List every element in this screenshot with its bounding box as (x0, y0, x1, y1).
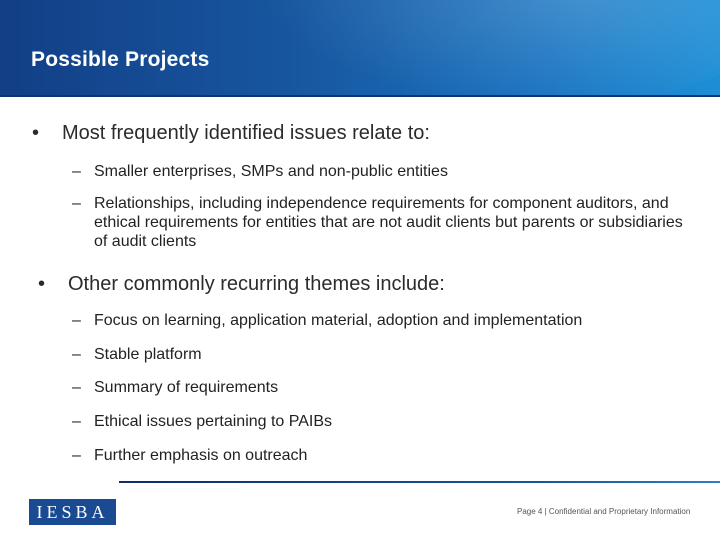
sub-bullet-item (72, 345, 694, 364)
sub-bullet-text: Relationships, including independence requirements for component auditors, and ethical requirements for entities that are not audit clients but parents or subsidiaries of audit clients (94, 195, 683, 250)
sub-bullet-text: Further emphasis on outreach (94, 447, 308, 464)
bullet-dot-icon: • (38, 273, 46, 295)
dash-icon: – (72, 379, 81, 396)
footer-page-info: Page 4 | Confidential and Proprietary Information (517, 507, 691, 516)
bullet-item (38, 272, 445, 296)
bullet-item (32, 121, 430, 145)
dash-icon: – (72, 163, 81, 180)
sub-bullet-text: Summary of requirements (94, 379, 279, 396)
dash-icon: – (72, 413, 81, 430)
bullet-text: Most frequently identified issues relate to: (62, 122, 430, 144)
iesba-logo: IESBA (29, 499, 116, 525)
sub-bullet-text: Stable platform (94, 346, 202, 363)
dash-icon: – (72, 312, 81, 329)
sub-bullet-item (72, 311, 694, 330)
sub-bullet-item (72, 446, 694, 465)
sub-bullet-text: Smaller enterprises, SMPs and non-public entities (94, 163, 448, 180)
sub-bullet-item (72, 194, 694, 251)
sub-bullet-text: Ethical issues pertaining to PAIBs (94, 413, 333, 430)
bullet-dot-icon: • (32, 122, 40, 144)
bullet-text: Other commonly recurring themes include: (68, 273, 445, 295)
sub-bullet-text: Focus on learning, application material, adoption and implementation (94, 312, 583, 329)
footer-rule (119, 481, 720, 483)
dash-icon: – (72, 346, 81, 363)
slide-title: Possible Projects (31, 48, 210, 71)
dash-icon: – (72, 447, 81, 464)
dash-icon: – (72, 195, 81, 212)
sub-bullet-item (72, 412, 694, 431)
sub-bullet-item (72, 378, 694, 397)
sub-bullet-item (72, 162, 684, 181)
